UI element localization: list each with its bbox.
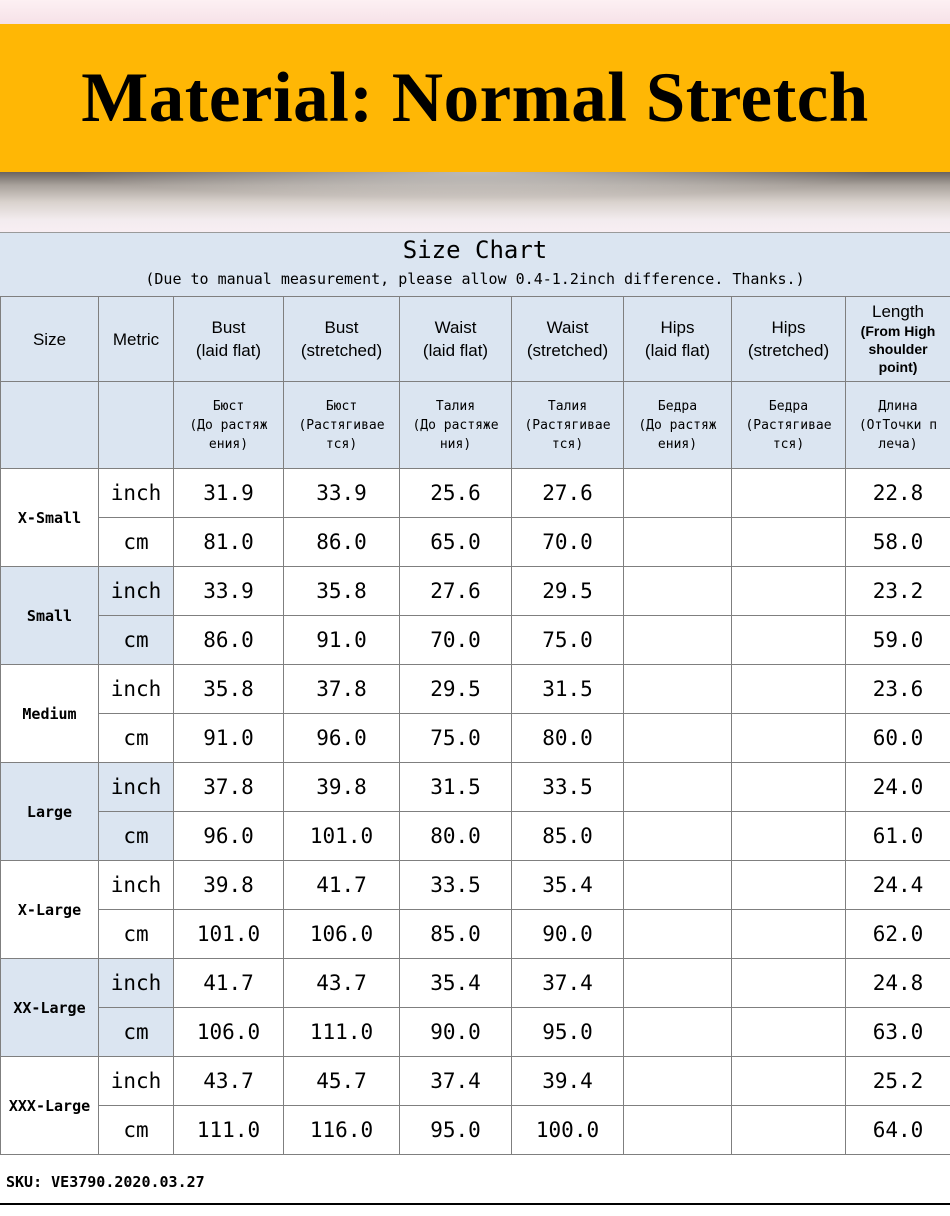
value-cell bbox=[732, 959, 846, 1008]
value-cell bbox=[624, 665, 732, 714]
value-cell: 35.4 bbox=[512, 861, 624, 910]
size-header: Size bbox=[1, 297, 99, 382]
table-row bbox=[1, 665, 950, 714]
value-cell bbox=[732, 1106, 846, 1155]
value-cell: 37.4 bbox=[512, 959, 624, 1008]
value-cell: 70.0 bbox=[512, 518, 624, 567]
table-row bbox=[1, 567, 950, 616]
value-cell: 24.0 bbox=[846, 763, 950, 812]
metric-cell: cm bbox=[99, 812, 174, 861]
header-row-en bbox=[1, 297, 950, 382]
value-cell: 101.0 bbox=[284, 812, 400, 861]
value-cell bbox=[624, 714, 732, 763]
metric-cell: inch bbox=[99, 567, 174, 616]
material-banner bbox=[0, 24, 950, 172]
value-cell: 25.6 bbox=[400, 469, 512, 518]
waist-stretched-header: Waist (stretched) bbox=[512, 297, 624, 382]
value-cell bbox=[732, 567, 846, 616]
value-cell: 90.0 bbox=[512, 910, 624, 959]
value-cell: 33.9 bbox=[284, 469, 400, 518]
waist-stretched-header-ru: Талия (Растягивае тся) bbox=[512, 382, 624, 469]
value-cell: 24.8 bbox=[846, 959, 950, 1008]
value-cell: 85.0 bbox=[400, 910, 512, 959]
value-cell bbox=[624, 763, 732, 812]
length-header-ru: Длина (ОтТочки п леча) bbox=[846, 382, 950, 469]
value-cell: 86.0 bbox=[284, 518, 400, 567]
value-cell: 70.0 bbox=[400, 616, 512, 665]
value-cell: 106.0 bbox=[284, 910, 400, 959]
metric-cell: cm bbox=[99, 616, 174, 665]
sku-label: SKU: VE3790.2020.03.27 bbox=[0, 1159, 950, 1205]
value-cell: 43.7 bbox=[174, 1057, 284, 1106]
value-cell bbox=[624, 910, 732, 959]
metric-cell: cm bbox=[99, 910, 174, 959]
metric-cell: cm bbox=[99, 1106, 174, 1155]
table-row bbox=[1, 861, 950, 910]
table-row bbox=[1, 910, 950, 959]
value-cell: 25.2 bbox=[846, 1057, 950, 1106]
value-cell: 29.5 bbox=[512, 567, 624, 616]
value-cell: 27.6 bbox=[400, 567, 512, 616]
banner-shadow bbox=[0, 172, 950, 232]
waist-flat-header-ru: Талия (До растяже ния) bbox=[400, 382, 512, 469]
hips-stretched-header: Hips (stretched) bbox=[732, 297, 846, 382]
metric-header: Metric bbox=[99, 297, 174, 382]
value-cell bbox=[732, 665, 846, 714]
table-row bbox=[1, 1008, 950, 1057]
value-cell: 91.0 bbox=[174, 714, 284, 763]
value-cell: 33.5 bbox=[400, 861, 512, 910]
value-cell bbox=[732, 763, 846, 812]
value-cell: 35.8 bbox=[284, 567, 400, 616]
value-cell: 24.4 bbox=[846, 861, 950, 910]
metric-cell: inch bbox=[99, 665, 174, 714]
metric-cell: inch bbox=[99, 959, 174, 1008]
value-cell: 39.4 bbox=[512, 1057, 624, 1106]
value-cell: 35.8 bbox=[174, 665, 284, 714]
value-cell: 65.0 bbox=[400, 518, 512, 567]
value-cell: 111.0 bbox=[284, 1008, 400, 1057]
value-cell: 59.0 bbox=[846, 616, 950, 665]
size-name-cell: XX-Large bbox=[1, 959, 99, 1057]
table-row bbox=[1, 714, 950, 763]
hips-stretched-header-ru: Бедра (Растягивае тся) bbox=[732, 382, 846, 469]
size-name-cell: X-Large bbox=[1, 861, 99, 959]
metric-cell: cm bbox=[99, 1008, 174, 1057]
value-cell: 116.0 bbox=[284, 1106, 400, 1155]
value-cell bbox=[624, 959, 732, 1008]
value-cell bbox=[732, 616, 846, 665]
value-cell: 33.5 bbox=[512, 763, 624, 812]
value-cell: 96.0 bbox=[174, 812, 284, 861]
value-cell: 39.8 bbox=[174, 861, 284, 910]
metric-cell: inch bbox=[99, 861, 174, 910]
value-cell: 27.6 bbox=[512, 469, 624, 518]
value-cell: 22.8 bbox=[846, 469, 950, 518]
value-cell: 31.9 bbox=[174, 469, 284, 518]
value-cell: 45.7 bbox=[284, 1057, 400, 1106]
length-header: Length (From High shoulder point) bbox=[846, 297, 950, 382]
value-cell: 43.7 bbox=[284, 959, 400, 1008]
size-name-cell: Large bbox=[1, 763, 99, 861]
table-row bbox=[1, 1106, 950, 1155]
value-cell bbox=[732, 1057, 846, 1106]
value-cell: 23.2 bbox=[846, 567, 950, 616]
value-cell: 41.7 bbox=[284, 861, 400, 910]
value-cell: 35.4 bbox=[400, 959, 512, 1008]
table-row bbox=[1, 959, 950, 1008]
value-cell: 111.0 bbox=[174, 1106, 284, 1155]
value-cell: 39.8 bbox=[284, 763, 400, 812]
size-chart-title: Size Chart bbox=[402, 236, 548, 264]
value-cell: 31.5 bbox=[400, 763, 512, 812]
value-cell: 37.8 bbox=[284, 665, 400, 714]
value-cell: 80.0 bbox=[512, 714, 624, 763]
waist-flat-header: Waist (laid flat) bbox=[400, 297, 512, 382]
bust-stretched-header: Bust (stretched) bbox=[284, 297, 400, 382]
value-cell: 90.0 bbox=[400, 1008, 512, 1057]
table-row bbox=[1, 518, 950, 567]
value-cell: 86.0 bbox=[174, 616, 284, 665]
metric-cell: inch bbox=[99, 469, 174, 518]
value-cell: 31.5 bbox=[512, 665, 624, 714]
value-cell: 75.0 bbox=[400, 714, 512, 763]
table-row bbox=[1, 812, 950, 861]
value-cell bbox=[624, 518, 732, 567]
value-cell: 37.8 bbox=[174, 763, 284, 812]
size-name-cell: X-Small bbox=[1, 469, 99, 567]
value-cell: 37.4 bbox=[400, 1057, 512, 1106]
value-cell bbox=[732, 1008, 846, 1057]
hips-flat-header-ru: Бедра (До растяж ения) bbox=[624, 382, 732, 469]
table-row bbox=[1, 616, 950, 665]
value-cell: 91.0 bbox=[284, 616, 400, 665]
value-cell: 75.0 bbox=[512, 616, 624, 665]
top-strip bbox=[0, 0, 950, 24]
metric-header-ru-empty bbox=[99, 382, 174, 469]
banner-title: Material: Normal Stretch bbox=[81, 58, 869, 137]
size-name-cell: Small bbox=[1, 567, 99, 665]
value-cell bbox=[624, 1057, 732, 1106]
measurement-note: (Due to manual measurement, please allow 0.4-1.2inch difference. Thanks.) bbox=[145, 270, 805, 288]
value-cell bbox=[732, 518, 846, 567]
value-cell: 95.0 bbox=[512, 1008, 624, 1057]
value-cell bbox=[624, 861, 732, 910]
value-cell: 23.6 bbox=[846, 665, 950, 714]
value-cell bbox=[624, 1008, 732, 1057]
value-cell bbox=[624, 567, 732, 616]
metric-cell: inch bbox=[99, 1057, 174, 1106]
hips-flat-header: Hips (laid flat) bbox=[624, 297, 732, 382]
value-cell bbox=[624, 1106, 732, 1155]
size-chart-header bbox=[0, 232, 950, 296]
value-cell: 60.0 bbox=[846, 714, 950, 763]
value-cell: 95.0 bbox=[400, 1106, 512, 1155]
value-cell bbox=[732, 861, 846, 910]
bust-flat-header-ru: Бюст (До растяж ения) bbox=[174, 382, 284, 469]
size-name-cell: XXX-Large bbox=[1, 1057, 99, 1155]
value-cell: 96.0 bbox=[284, 714, 400, 763]
value-cell bbox=[624, 812, 732, 861]
value-cell: 62.0 bbox=[846, 910, 950, 959]
table-row bbox=[1, 469, 950, 518]
table-row bbox=[1, 1057, 950, 1106]
value-cell: 64.0 bbox=[846, 1106, 950, 1155]
metric-cell: cm bbox=[99, 714, 174, 763]
value-cell: 100.0 bbox=[512, 1106, 624, 1155]
value-cell bbox=[732, 910, 846, 959]
value-cell: 41.7 bbox=[174, 959, 284, 1008]
size-header-ru-empty bbox=[1, 382, 99, 469]
metric-cell: cm bbox=[99, 518, 174, 567]
value-cell bbox=[624, 616, 732, 665]
table-row bbox=[1, 763, 950, 812]
size-table-body bbox=[1, 469, 950, 1155]
value-cell: 101.0 bbox=[174, 910, 284, 959]
value-cell: 33.9 bbox=[174, 567, 284, 616]
value-cell: 81.0 bbox=[174, 518, 284, 567]
size-name-cell: Medium bbox=[1, 665, 99, 763]
value-cell bbox=[732, 469, 846, 518]
metric-cell: inch bbox=[99, 763, 174, 812]
value-cell: 80.0 bbox=[400, 812, 512, 861]
bust-flat-header: Bust (laid flat) bbox=[174, 297, 284, 382]
value-cell: 61.0 bbox=[846, 812, 950, 861]
value-cell: 106.0 bbox=[174, 1008, 284, 1057]
size-table bbox=[0, 296, 950, 1155]
value-cell bbox=[732, 714, 846, 763]
value-cell bbox=[624, 469, 732, 518]
value-cell: 85.0 bbox=[512, 812, 624, 861]
value-cell bbox=[732, 812, 846, 861]
header-row-ru bbox=[1, 382, 950, 469]
value-cell: 63.0 bbox=[846, 1008, 950, 1057]
value-cell: 58.0 bbox=[846, 518, 950, 567]
value-cell: 29.5 bbox=[400, 665, 512, 714]
bust-stretched-header-ru: Бюст (Растягивае тся) bbox=[284, 382, 400, 469]
